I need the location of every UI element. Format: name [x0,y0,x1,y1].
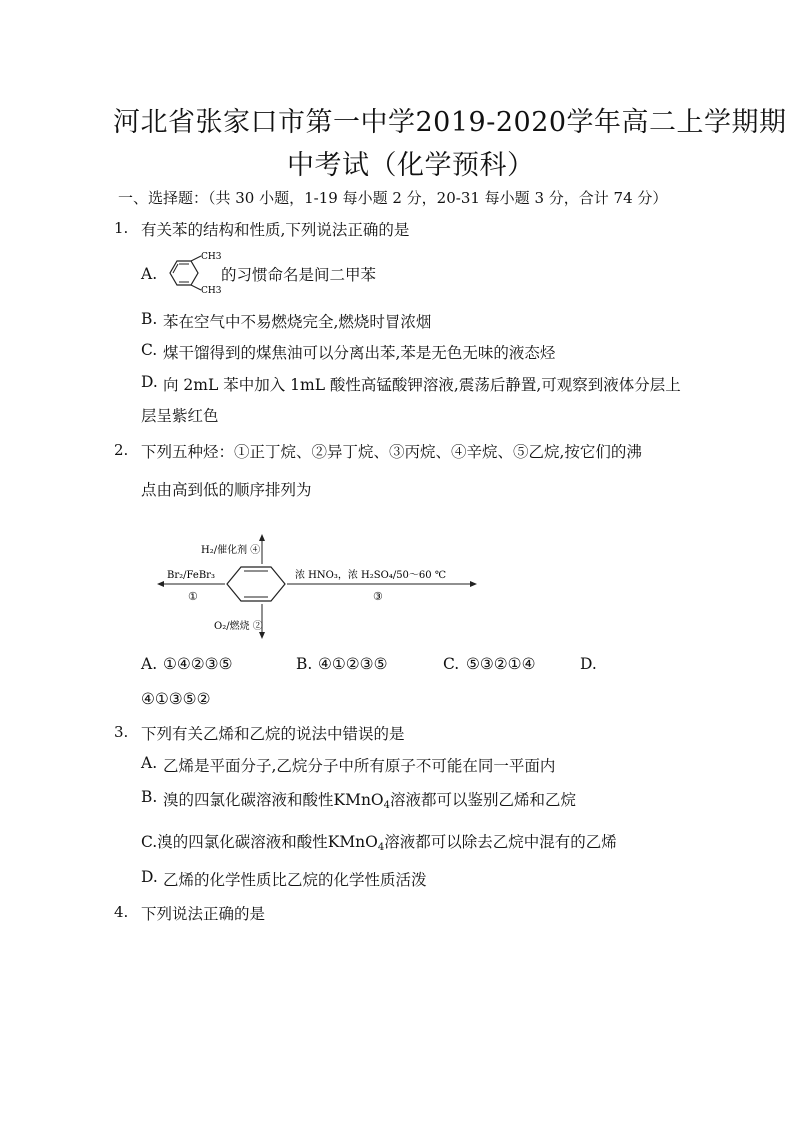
q3-option-c-sub: 4 [377,842,385,853]
q3-option-c-pre: 溴的四氯化碳溶液和酸性KMnO [157,833,378,851]
q2-option-b-text: ④①②③⑤ [318,655,388,673]
q2-option-d-label: D. [580,655,597,673]
q1-option-a-label: A. [141,265,158,283]
q3-option-a-text: 乙烯是平面分子,乙烷分子中所有原子不可能在同一平面内 [163,757,556,775]
dimethylbenzene-structure [160,250,226,296]
diagram-bottom-label: O₂/燃烧 ② [214,621,263,632]
q3-option-b-sub: 4 [383,800,391,811]
benzene-reaction-diagram [155,532,485,650]
q2-option-b-label: B. [296,655,313,673]
q1-option-d-line2: 层呈紫红色 [141,407,219,425]
q3-option-b-label: B. [141,788,158,806]
q2-stem-line2: 点由高到低的顺序排列为 [141,481,312,499]
q2-number: 2. [114,441,129,459]
q1-option-b-text: 苯在空气中不易燃烧完全,燃烧时冒浓烟 [163,313,432,331]
q3-option-d-text: 乙烯的化学性质比乙烷的化学性质活泼 [163,871,427,889]
q1-option-d-line1: 向 2mL 苯中加入 1mL 酸性高锰酸钾溶液,震荡后静置,可观察到液体分层上 [163,376,681,394]
section-heading: 一、选择题：（共 30 小题，1-19 每小题 2 分，20-31 每小题 3 分，合计 74 分） [118,189,668,207]
diagram-left-number: ① [188,590,198,603]
q4-stem: 下列说法正确的是 [141,905,266,923]
q1-option-b-label: B. [141,310,158,328]
q1-option-c-text: 煤干馏得到的煤焦油可以分离出苯,苯是无色无味的液态烃 [163,344,556,362]
q2-option-d-text: ④①③⑤② [141,690,211,708]
diagram-right-number: ③ [373,590,383,603]
diagram-left-label: Br₂/FeBr₃ [167,570,215,581]
q2-option-a-text: ①④②③⑤ [163,655,233,673]
q1-option-a-text: 的习惯命名是间二甲苯 [221,266,377,284]
q1-stem: 有关苯的结构和性质,下列说法正确的是 [141,221,410,239]
q1-number: 1. [114,219,129,237]
q3-option-b-pre: 溴的四氯化碳溶液和酸性KMnO [163,791,384,809]
q1-option-d-label: D. [141,373,158,391]
methyl-label-bottom: CH3 [201,286,222,296]
q2-option-c-text: ⑤③②①④ [466,655,536,673]
q3-option-c-post: 溶液都可以除去乙烷中混有的乙烯 [384,833,617,851]
q2-stem-line1: 下列五种烃：①正丁烷、②异丁烷、③丙烷、④辛烷、⑤乙烷,按它们的沸 [141,443,642,461]
q3-option-b-text [163,788,576,811]
q1-option-c-label: C. [141,341,158,359]
diagram-right-label: 浓 HNO₃，浓 H₂SO₄/50～60 ℃ [295,570,447,581]
q3-number: 3. [114,723,129,741]
q3-option-c-text [141,830,617,853]
q3-option-a-label: A. [141,754,158,772]
page-title-line2: 中考试（化学预科） [287,150,535,181]
q2-option-a-label: A. [141,655,158,673]
q3-option-c-label: C. [141,833,158,851]
q4-number: 4. [114,903,129,921]
q2-option-c-label: C. [443,655,460,673]
diagram-top-label: H₂/催化剂 ④ [201,545,261,556]
q3-stem: 下列有关乙烯和乙烷的说法中错误的是 [141,725,405,743]
q3-option-d-label: D. [141,868,158,886]
page-title-line1: 河北省张家口市第一中学2019-2020学年高二上学期期 [113,107,787,138]
methyl-label-top: CH3 [201,252,222,262]
q3-option-b-post: 溶液都可以鉴别乙烯和乙烷 [390,791,577,809]
